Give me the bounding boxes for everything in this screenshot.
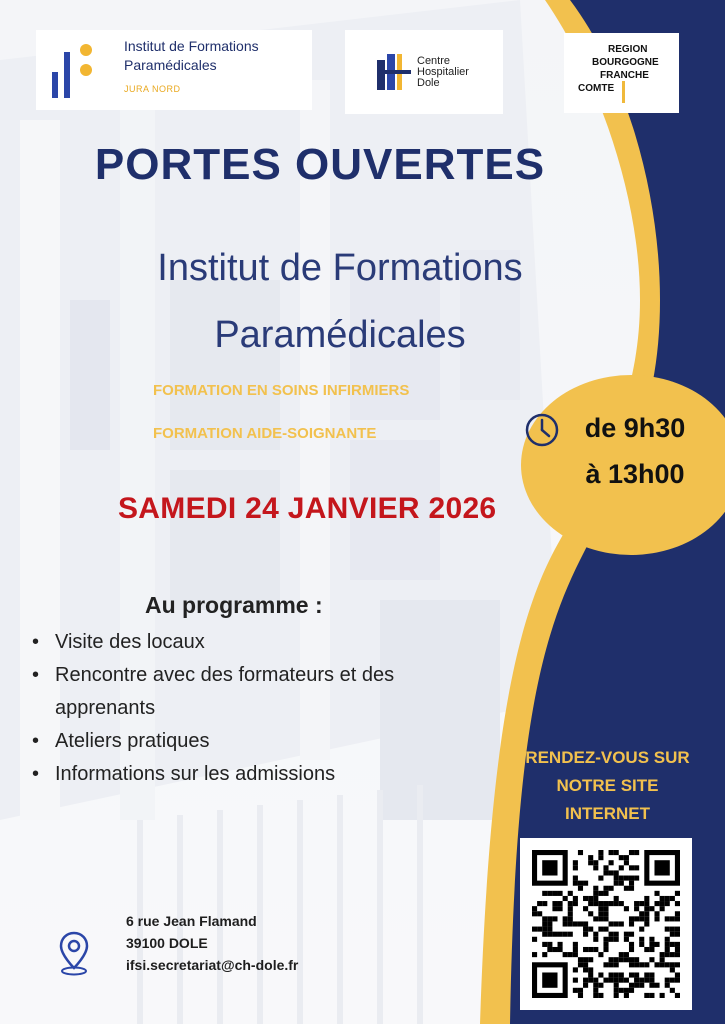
ifsi-logo-mark (48, 40, 108, 102)
subtitle-line2: Paramédicales (214, 314, 466, 356)
ifsi-logo-line2: Paramédicales (124, 57, 217, 73)
ifsi-logo-subtitle: JURA NORD (124, 84, 181, 94)
formation-care-assistant: FORMATION AIDE-SOIGNANTE (153, 425, 377, 442)
website-callout (500, 744, 715, 828)
address-city: 39100 DOLE (126, 935, 208, 951)
program-item: • Ateliers pratiques (30, 725, 430, 758)
region-logo (564, 33, 679, 113)
opening-hours-end: à 13h00 (585, 459, 685, 489)
program-item: • Visite des locaux (30, 626, 430, 659)
program-list (30, 626, 430, 791)
region-logo-text (578, 43, 659, 95)
hospital-logo (345, 30, 503, 114)
region-logo-line4: COMTE (578, 83, 615, 94)
opening-hours-start: de 9h30 (584, 413, 686, 443)
institute-subtitle (40, 235, 640, 369)
website-callout-line1: RENDEZ-VOUS SUR (525, 748, 690, 767)
qr-code-image (532, 850, 680, 998)
page-title: PORTES OUVERTES (94, 140, 546, 189)
program-title: Au programme : (145, 592, 323, 618)
subtitle-line1: Institut de Formations (157, 247, 523, 289)
hospital-logo-mark (375, 52, 413, 92)
hospital-logo-text (417, 56, 469, 89)
hospital-logo-line1: Centre (417, 55, 451, 67)
ifsi-logo (36, 30, 312, 110)
qr-code[interactable] (520, 838, 692, 1010)
region-logo-line1: REGION (608, 44, 648, 55)
opening-hours (560, 405, 710, 497)
ifsi-logo-line1: Institut de Formations (124, 38, 259, 54)
region-logo-line3: FRANCHE (600, 70, 649, 81)
contact-email[interactable]: ifsi.secretariat@ch-dole.fr (126, 957, 299, 973)
region-logo-line2: BOURGOGNE (592, 57, 659, 68)
program-item: • Informations sur les admissions (30, 758, 430, 791)
formation-nursing: FORMATION EN SOINS INFIRMIERS (153, 382, 410, 399)
website-callout-line2: NOTRE SITE (556, 776, 659, 795)
address-street: 6 rue Jean Flamand (126, 913, 257, 929)
location-pin-icon (56, 930, 92, 976)
region-logo-accent (622, 81, 625, 103)
clock-icon (524, 412, 560, 448)
event-date: SAMEDI 24 JANVIER 2026 (118, 492, 497, 525)
hospital-logo-line2: Hospitalier (417, 66, 469, 78)
contact-block (126, 910, 298, 976)
website-callout-line3: INTERNET (565, 804, 650, 823)
program-item: • Rencontre avec des formateurs et des apprenants (30, 659, 430, 725)
hospital-logo-line3: Dole (417, 77, 440, 89)
